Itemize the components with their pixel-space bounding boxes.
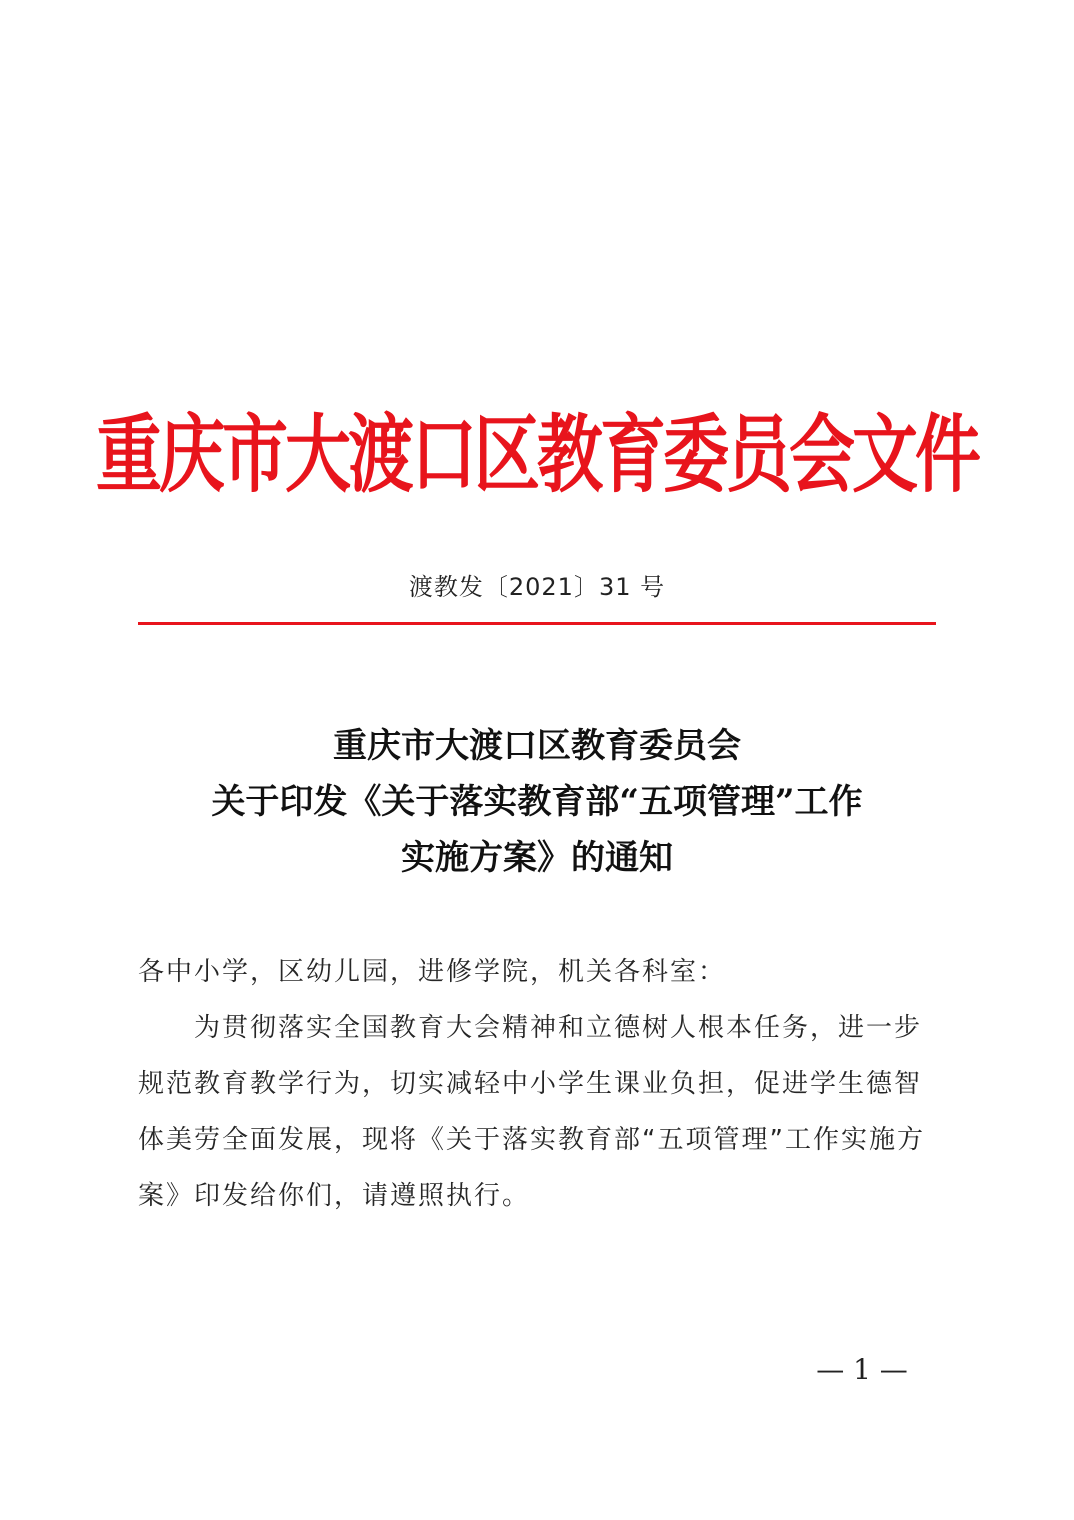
notice-title-line-2: 关于印发《关于落实教育部“五项管理”工作 <box>211 782 863 822</box>
document-number: 渡教发〔2021〕31 号 <box>408 573 666 601</box>
notice-title <box>100 718 974 886</box>
page-number: — 1 — <box>816 1353 908 1386</box>
red-header-title: 重庆市大渡口区教育委员会文件 <box>96 404 978 505</box>
paragraph-line-3: 体美劳全面发展，现将《关于落实教育部“五项管理”工作实施方 <box>138 1125 925 1155</box>
paragraph-line-4: 案》印发给你们，请遵照执行。 <box>138 1181 531 1211</box>
red-divider-line <box>138 622 936 625</box>
salutation: 各中小学，区幼儿园，进修学院，机关各科室： <box>138 957 727 987</box>
notice-title-line-1: 重庆市大渡口区教育委员会 <box>333 726 741 766</box>
notice-title-line-3: 实施方案》的通知 <box>401 838 673 878</box>
paragraph-line-1: 为贯彻落实全国教育大会精神和立德树人根本任务，进一步 <box>194 1013 923 1043</box>
paragraph-line-2: 规范教育教学行为，切实减轻中小学生课业负担，促进学生德智 <box>138 1069 923 1099</box>
